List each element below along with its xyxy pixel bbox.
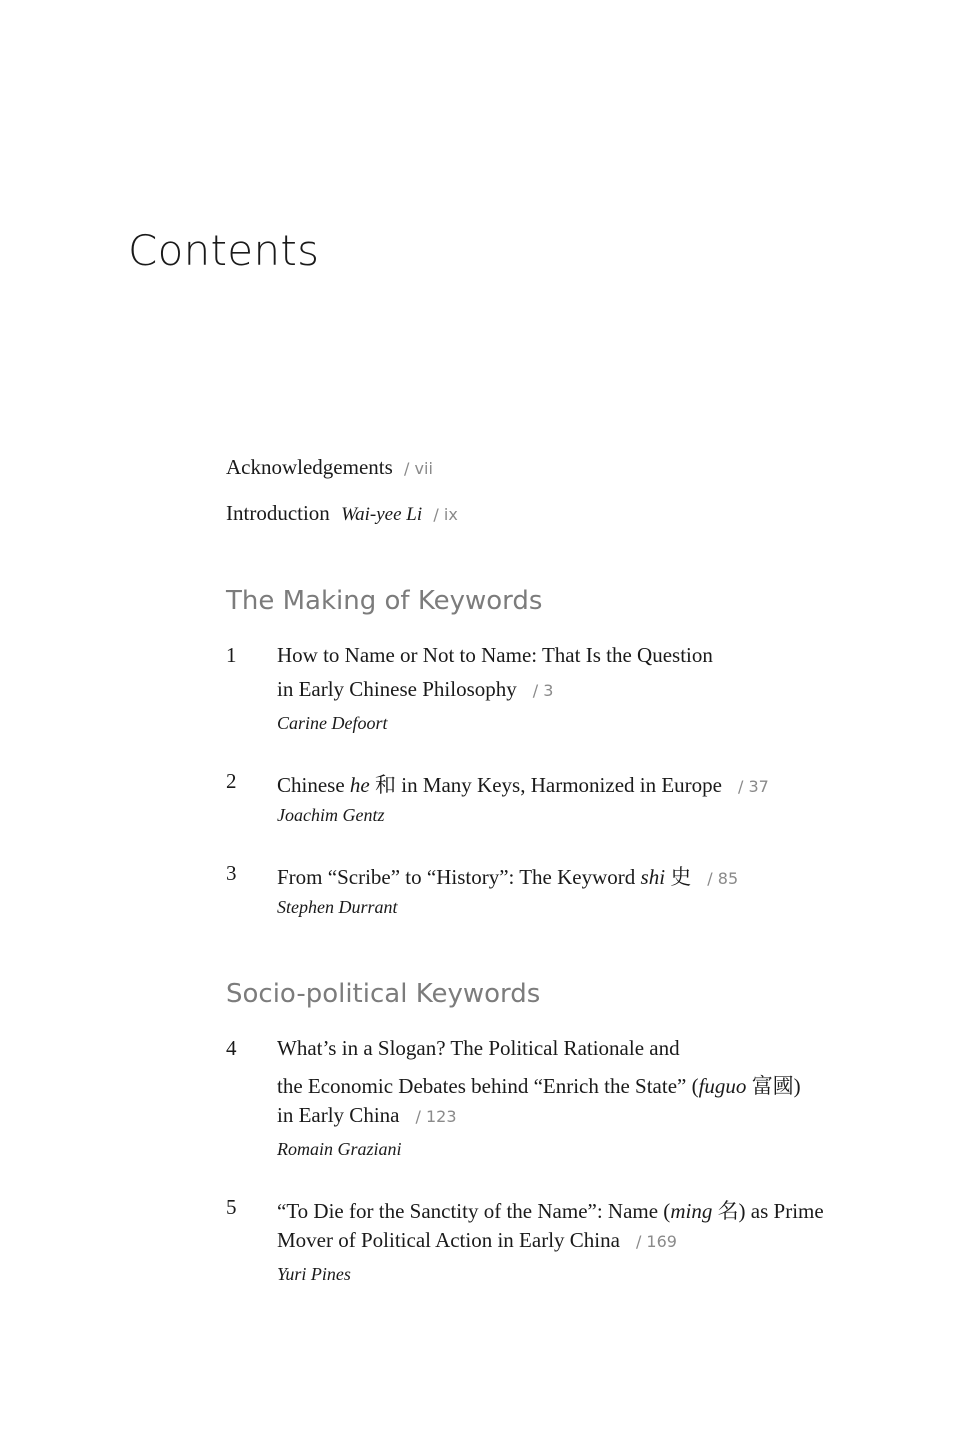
toc-introduction[interactable] — [226, 501, 458, 526]
chapter-number: 4 — [226, 1036, 237, 1060]
chapter-number: 1 — [226, 643, 237, 667]
chapter-title-text: Mover of Political Action in Early China — [277, 1228, 620, 1252]
chapter-author: Stephen Durrant — [277, 897, 398, 917]
chapter-number: 2 — [226, 769, 237, 793]
chapter-author: Romain Graziani — [277, 1139, 402, 1159]
chapter-page: / 85 — [707, 869, 739, 888]
chapter-title-text: “To Die for the Sanctity of the Name”: Name ( — [277, 1199, 671, 1223]
introduction-author: Wai-yee Li — [341, 504, 423, 525]
chapter-title-line — [277, 1228, 677, 1253]
page-title: Contents — [128, 226, 320, 275]
chapter-title-text: 史 — [665, 865, 692, 889]
chapter-title-text: in Early China — [277, 1103, 400, 1127]
chapter-title-italic: ming — [670, 1199, 713, 1223]
chapter-title-text: From “Scribe” to “History”: The Keyword — [277, 865, 641, 889]
acknowledgements-page: / vii — [404, 459, 433, 478]
chapter-title-text: 富國) — [746, 1074, 801, 1098]
chapter-title-line: How to Name or Not to Name: That Is the Question — [277, 643, 713, 667]
section-heading: Socio-political Keywords — [226, 979, 541, 1009]
toc-acknowledgements[interactable] — [226, 455, 433, 480]
section-heading: The Making of Keywords — [226, 586, 543, 616]
chapter-title-italic: he — [349, 773, 370, 797]
chapter-title-text: 和 in Many Keys, Harmonized in Europe — [369, 773, 722, 797]
chapter-number: 5 — [226, 1195, 237, 1219]
chapter-title-italic: shi — [640, 865, 666, 889]
chapter-number: 3 — [226, 861, 237, 885]
chapter-title-text: the Economic Debates behind “Enrich the State” ( — [277, 1074, 699, 1098]
chapter-title-line — [277, 769, 769, 799]
chapter-title-line — [277, 861, 738, 891]
chapter-title-line: What’s in a Slogan? The Political Rationale and — [277, 1036, 680, 1060]
chapter-author: Carine Defoort — [277, 713, 388, 733]
chapter-page: / 3 — [532, 681, 554, 700]
chapter-title-line — [277, 1103, 457, 1128]
chapter-title-italic: fuguo — [698, 1074, 747, 1098]
introduction-page: / ix — [433, 505, 458, 524]
acknowledgements-label: Acknowledgements — [226, 455, 393, 479]
introduction-label: Introduction — [226, 501, 330, 525]
chapter-page: / 169 — [635, 1232, 677, 1251]
chapter-title-line — [277, 1195, 824, 1225]
chapter-title-line — [277, 677, 553, 702]
chapter-author: Yuri Pines — [277, 1264, 351, 1284]
chapter-title-text: in Early Chinese Philosophy — [277, 677, 517, 701]
chapter-title-text: 名) as Prime — [712, 1199, 824, 1223]
chapter-page: / 123 — [415, 1107, 457, 1126]
chapter-author: Joachim Gentz — [277, 805, 385, 825]
chapter-page: / 37 — [738, 777, 769, 796]
chapter-title-text: Chinese — [277, 773, 350, 797]
chapter-title-line — [277, 1070, 801, 1100]
